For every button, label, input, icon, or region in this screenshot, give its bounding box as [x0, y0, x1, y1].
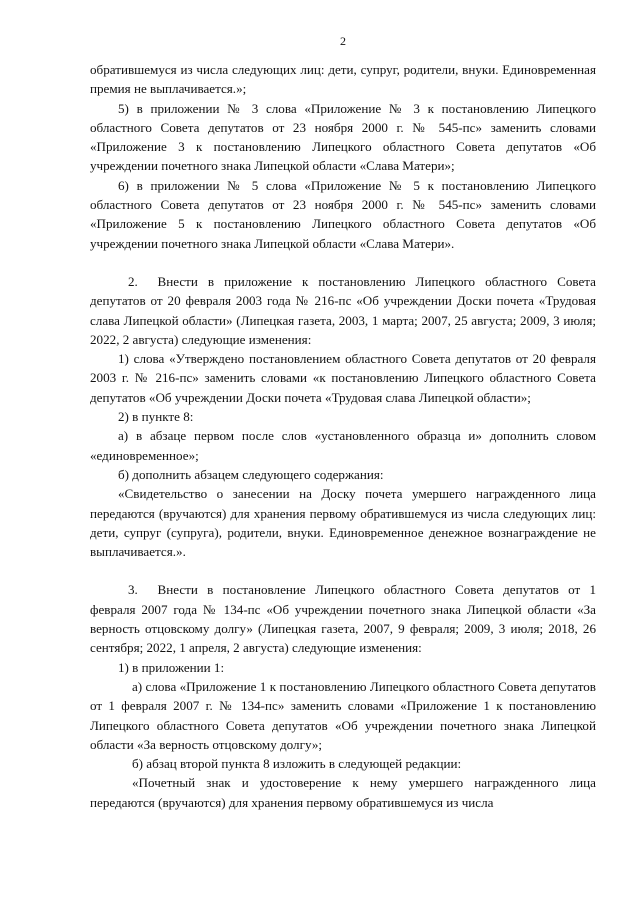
- paragraph-subitem-a: а) в абзаце первом после слов «установленного образца и» дополнить словом «единовременное»;: [90, 428, 596, 463]
- paragraph-item-5: 5) в приложении № 3 слова «Приложение № 3 к постановлению Липецкого областного Совета депутатов от 23 ноября 2000 г. № 545-пс» заменить словами «Приложение 3 к постановлению Липецкого областного Совета депутатов «Об учреждении почетного знака Липецкой области «Слава Матери»;: [90, 100, 596, 174]
- paragraph-item-2: 2) в пункте 8:: [118, 409, 194, 425]
- paragraph-item-1: 1) в приложении 1:: [118, 659, 225, 675]
- paragraph-subitem-b: б) дополнить абзацем следующего содержания:: [118, 466, 384, 482]
- paragraph-section-3: 3. Внести в постановление Липецкого областного Совета депутатов от 1 февраля 2007 года № 134-пс «Об учреждении почетного знака Липецкой области «За верность отцовскому долгу» (Липецкая газета, 2007, 9 февраля; 2009, 3 июля; 2018, 26 сентября; 2022, 1 апреля, 2 августа) следующие изменения:: [90, 582, 596, 656]
- paragraph-continuation: обратившемуся из числа следующих лиц: дети, супруг, родители, внуки. Единовременная премия не выплачивается.»;: [90, 62, 596, 97]
- page-number: 2: [340, 34, 346, 48]
- paragraph-spacer: [90, 561, 596, 580]
- document-page: [90, 33, 596, 812]
- paragraph-quote: «Свидетельство о занесении на Доску почета умершего награжденного лица передаются (вручаются) для хранения первому обратившемуся из числа следующих лиц: дети, супруг (супруга), родители, внуки. Единовременное денежное вознаграждение не выплачивается.».: [90, 486, 596, 560]
- paragraph-quote: «Почетный знак и удостоверение к нему умершего награжденного лица передаются (вручаются) для хранения первому обратившемуся из числа: [90, 775, 596, 810]
- paragraph-section-2: 2. Внести в приложение к постановлению Липецкого областного Совета депутатов от 20 февраля 2003 года № 216-пс «Об учреждении Доски почета «Трудовая слава Липецкой области» (Липецкая газета, 2003, 1 марта; 2007, 25 августа; 2009, 3 июля; 2022, 2 августа) следующие изменения:: [90, 273, 596, 347]
- paragraph-item-1: 1) слова «Утверждено постановлением областного Совета депутатов от 20 февраля 2003 г. № 216-пс» заменить словами «к постановлению Липецкого областного Совета депутатов «Об учреждении Доски почета «Трудовая слава Липецкой области»;: [90, 351, 596, 405]
- paragraph-subitem-a: а) слова «Приложение 1 к постановлению Липецкого областного Совета депутатов от 1 февраля 2007 г. № 134-пс» заменить словами «Приложение 1 к постановлению Липецкого областного Совета депутатов «Об учреждении почетного знака Липецкой области «За верность отцовскому долгу»;: [90, 678, 596, 752]
- paragraph-spacer: [90, 253, 596, 272]
- paragraph-item-6: 6) в приложении № 5 слова «Приложение № 5 к постановлению Липецкого областного Совета депутатов от 23 ноября 2000 г. № 545-пс» заменить словами «Приложение 5 к постановлению Липецкого областного Совета депутатов «Об учреждении почетного знака Липецкой области «Слава Матери».: [90, 177, 596, 251]
- paragraph-subitem-b: б) абзац второй пункта 8 изложить в следующей редакции:: [132, 756, 462, 772]
